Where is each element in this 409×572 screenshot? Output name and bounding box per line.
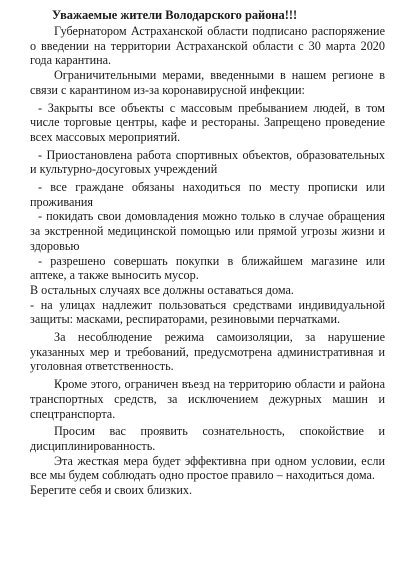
paragraph-protective-equipment: - на улицах надлежит пользоваться средствами индивидуальной защиты: масками, респираторами, резиновыми перчатками. (30, 297, 385, 327)
paragraph-appeal: Просим вас проявить сознательность, спокойствие и дисциплинированность. (30, 424, 385, 453)
paragraph-closed-venues: - Закрыты все объекты с массовым пребыванием людей, в том числе торговые центры, кафе и рестораны. Запрещено проведение всех массовых мероприятий. (30, 100, 385, 144)
paragraph-shopping-allowed: - разрешено совершать покупки в ближайшем магазине или аптеке, а также выносить мусор. (30, 253, 385, 283)
paragraph-measures-intro: Ограничительными мерами, введенными в нашем регионе в связи с карантином из-за коронавирусной инфекции: (30, 68, 385, 97)
paragraph-closing: Берегите себя и своих близких. (30, 483, 193, 498)
paragraph-stay-home: В остальных случаях все должны оставаться дома. (30, 282, 294, 297)
paragraph-suspended-facilities: - Приостановлена работа спортивных объектов, образовательных и культурно-досуговых учреждений (30, 147, 385, 177)
paragraph-simple-rule: Эта жесткая мера будет эффективна при одном условии, если все мы будем соблюдать одно простое правило – находиться дома. (30, 453, 385, 483)
paragraph-stay-at-residence: - все граждане обязаны находиться по месту прописки или проживания (30, 180, 385, 209)
paragraph-leaving-home: - покидать свои домовладения можно только в случае обращения за экстренной медицинской помощью или прямой угрозы жизни и здоровью (30, 209, 385, 253)
paragraph-entry-restriction: Кроме этого, ограничен въезд на территорию области и района транспортных средств, за исключением дежурных машин и спецтранспорта. (30, 377, 385, 421)
paragraph-quarantine-decree: Губернатором Астраханской области подписано распоряжение о введении на территории Астраханской области с 30 марта 2020 года карантина. (30, 24, 385, 68)
notice-title: Уважаемые жители Володарского района!!! (52, 8, 298, 22)
paragraph-liability: За несоблюдение режима самоизоляции, за нарушение указанных мер и требований, предусмотрена административная и уголовная ответственность. (30, 330, 385, 374)
